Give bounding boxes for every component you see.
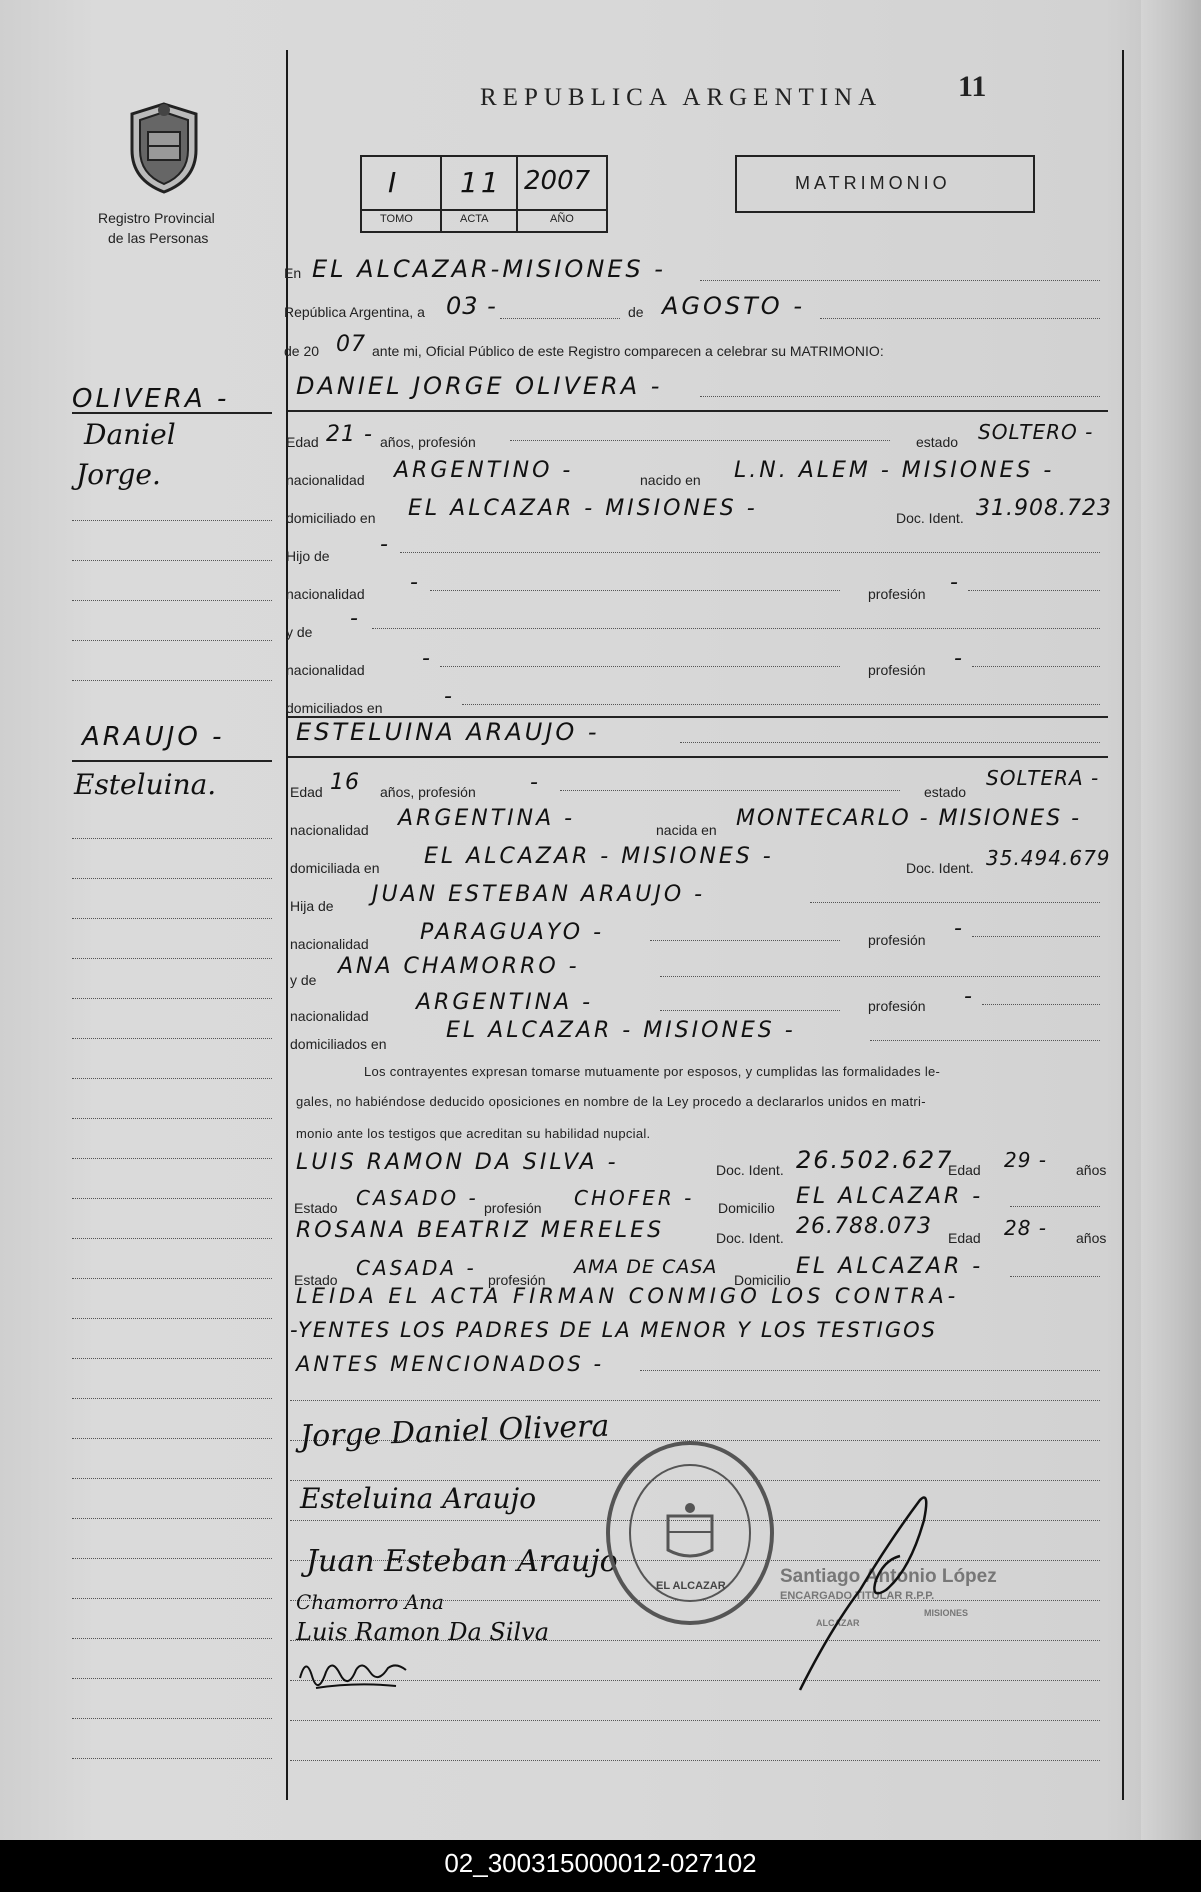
groom-nacido-value: L.N. ALEM - MISIONES -: [734, 458, 1055, 483]
fill-line: [972, 936, 1100, 937]
witness-2-profesion-label: profesión: [488, 1272, 546, 1288]
margin-line: [72, 520, 272, 521]
bride-domiciliada-value: EL ALCAZAR - MISIONES -: [424, 844, 774, 869]
groom-doc-label: Doc. Ident.: [896, 510, 964, 526]
signature-father: Juan Esteban Araujo: [306, 1544, 618, 1579]
fill-line: [972, 666, 1100, 667]
official-place-right: MISIONES: [924, 1608, 969, 1618]
signature-groom: Jorge Daniel Olivera: [299, 1408, 610, 1455]
fill-line: [400, 552, 1100, 553]
margin-line: [72, 560, 272, 561]
margin-line: [72, 958, 272, 959]
ruled-line: [290, 1400, 1100, 1401]
bride-prof1-label: profesión: [868, 932, 926, 948]
margin-divider: [72, 412, 272, 414]
fill-line: [640, 1370, 1100, 1371]
margin-line: [72, 1638, 272, 1639]
witness-2-anos-label: años: [1076, 1230, 1107, 1246]
bride-prof2-value: -: [964, 984, 975, 1009]
groom-prof1-label: profesión: [868, 586, 926, 602]
groom-prof1-value: -: [950, 570, 961, 595]
groom-prof2-value: -: [954, 646, 965, 671]
fill-line: [1010, 1206, 1100, 1207]
signature-mother: Chamorro Ana: [296, 1590, 444, 1614]
official-seal: [602, 1438, 778, 1628]
margin-line: [72, 1598, 272, 1599]
section-divider: [288, 756, 1108, 758]
groom-nacionalidad-label: nacionalidad: [286, 472, 365, 488]
bride-nacionalidad-label: nacionalidad: [290, 822, 369, 838]
witness-2-name: ROSANA BEATRIZ MERELES: [296, 1218, 665, 1243]
margin-line: [72, 838, 272, 839]
closing-line-2: -YENTES LOS PADRES DE LA MENOR Y LOS TESTIGOS: [290, 1318, 937, 1342]
fill-line: [650, 940, 840, 941]
bride-nac2-label: nacionalidad: [290, 1008, 369, 1024]
groom-estado-value: SOLTERO -: [978, 420, 1094, 444]
margin-line: [72, 640, 272, 641]
margin-line: [72, 878, 272, 879]
fill-line: [462, 704, 1100, 705]
fill-line: [440, 666, 840, 667]
closing-line-3: ANTES MENCIONADOS -: [296, 1352, 605, 1376]
witness-1-domicilio-value: EL ALCAZAR -: [796, 1184, 984, 1209]
bride-full-name: ESTELUINA ARAUJO -: [296, 718, 600, 746]
official-place-left: ALCAZAR: [816, 1618, 860, 1628]
fill-line: [560, 790, 900, 791]
witness-1-doc-value: 26.502.627: [796, 1146, 954, 1174]
fill-line: [660, 976, 1100, 977]
margin-line: [72, 1478, 272, 1479]
margin-line: [72, 998, 272, 999]
fill-line: [510, 440, 890, 441]
margin-line: [72, 1518, 272, 1519]
groom-domiciliado-value: EL ALCAZAR - MISIONES -: [408, 496, 758, 521]
margin-line: [72, 1398, 272, 1399]
groom-full-name: DANIEL JORGE OLIVERA -: [296, 372, 663, 400]
margin-line: [72, 1718, 272, 1719]
bride-doc-value: 35.494.679: [986, 846, 1111, 870]
witness-1-estado-label: Estado: [294, 1200, 338, 1216]
groom-yde-label: y de: [286, 624, 313, 640]
bride-nacionalidad-value: ARGENTINA -: [398, 806, 576, 831]
official-name: Santiago Antonio López: [780, 1566, 997, 1587]
fill-line: [700, 396, 1100, 397]
box-divider: [360, 209, 606, 211]
groom-edad-label: Edad: [286, 434, 319, 450]
fill-line: [680, 742, 1100, 743]
fill-line: [870, 1040, 1100, 1041]
witness-2-doc-label: Doc. Ident.: [716, 1230, 784, 1246]
witness-2-profesion-value: AMA DE CASA: [574, 1256, 718, 1278]
groom-domiciliado-label: domiciliado en: [286, 510, 376, 526]
registry-line-1: Registro Provincial: [98, 210, 215, 226]
fill-line: [700, 280, 1100, 281]
margin-line: [72, 680, 272, 681]
witness-2-edad-value: 28 -: [1004, 1216, 1048, 1240]
bride-hija-value: JUAN ESTEBAN ARAUJO -: [372, 882, 706, 907]
fill-line: [968, 590, 1100, 591]
bride-edad-value: 16: [330, 770, 360, 795]
margin-line: [72, 1438, 272, 1439]
rep-label: República Argentina, a: [284, 304, 425, 320]
bride-estado-label: estado: [924, 784, 967, 800]
bride-nac1-value: PARAGUAYO -: [420, 920, 605, 945]
witness-1-edad-value: 29 -: [1004, 1148, 1048, 1172]
fill-line: [982, 1004, 1100, 1005]
seal-center-text: EL ALCAZAR: [656, 1580, 726, 1592]
registry-line-2: de las Personas: [108, 230, 209, 246]
groom-estado-label: estado: [916, 434, 959, 450]
signature-witness: Luis Ramon Da Silva: [296, 1618, 550, 1646]
witness-2-estado-value: CASADA -: [356, 1256, 477, 1280]
fill-line: [660, 1010, 840, 1011]
witness-2-edad-label: Edad: [948, 1230, 981, 1246]
witness-1-edad-label: Edad: [948, 1162, 981, 1178]
intro-text: ante mi, Oficial Público de este Registro comparecen a celebrar su MATRIMONIO:: [372, 343, 884, 359]
margin-groom-name-2: Jorge.: [76, 458, 161, 491]
groom-domiciliados-value: -: [444, 684, 455, 709]
bride-prof2-label: profesión: [868, 998, 926, 1014]
margin-line: [72, 1158, 272, 1159]
page-number: 11: [958, 70, 987, 103]
en-label: En: [284, 265, 302, 281]
witness-1-doc-label: Doc. Ident.: [716, 1162, 784, 1178]
groom-nac1-label: nacionalidad: [286, 586, 365, 602]
coat-of-arms-icon: [118, 100, 210, 196]
witness-1-profesion-value: CHOFER -: [574, 1186, 695, 1210]
bride-nacida-value: MONTECARLO - MISIONES -: [736, 806, 1082, 831]
bride-anos-profesion-label: años, profesión: [380, 784, 476, 800]
witness-2-domicilio-label: Domicilio: [734, 1272, 791, 1288]
day-value: 03 -: [446, 292, 497, 320]
page-title: REPUBLICA ARGENTINA: [480, 84, 883, 111]
bride-domiciliados-value: EL ALCAZAR - MISIONES -: [446, 1018, 796, 1043]
margin-line: [72, 918, 272, 919]
margin-bride-name: Esteluina.: [74, 768, 217, 801]
closing-line-1: LEIDA EL ACTA FIRMAN CONMIGO LOS CONTRA-: [296, 1284, 960, 1308]
bride-estado-value: SOLTERA -: [986, 766, 1100, 790]
margin-line: [72, 1198, 272, 1199]
margin-line: [72, 1558, 272, 1559]
margin-line: [72, 1318, 272, 1319]
margin-bride-surname: ARAUJO -: [82, 722, 225, 752]
right-rule: [1122, 50, 1124, 1800]
margin-line: [72, 600, 272, 601]
bride-yde-label: y de: [290, 972, 317, 988]
page-edge: [1141, 0, 1201, 1840]
fill-line: [810, 902, 1100, 903]
fill-line: [372, 628, 1100, 629]
margin-divider: [72, 760, 272, 762]
bride-nac2-value: ARGENTINA -: [416, 990, 594, 1015]
groom-nac2-value: -: [422, 646, 433, 671]
bride-nacida-label: nacida en: [656, 822, 717, 838]
witness-1-estado-value: CASADO -: [356, 1186, 479, 1210]
ruled-line: [290, 1760, 1100, 1761]
groom-prof2-label: profesión: [868, 662, 926, 678]
groom-doc-value: 31.908.723: [976, 496, 1112, 521]
groom-anos-profesion-label: años, profesión: [380, 434, 476, 450]
margin-groom-surname: OLIVERA -: [72, 384, 230, 414]
year-value: 07: [336, 332, 366, 357]
margin-line: [72, 1758, 272, 1759]
margin-line: [72, 1358, 272, 1359]
official-signature: [790, 1480, 950, 1700]
groom-edad-value: 21 -: [326, 422, 373, 447]
doc-type: MATRIMONIO: [795, 173, 951, 193]
fill-line: [1010, 1276, 1100, 1277]
fill-line: [430, 590, 840, 591]
acta-value: 11: [460, 166, 502, 199]
bride-domiciliada-label: domiciliada en: [290, 860, 380, 876]
groom-nac1-value: -: [410, 570, 421, 595]
month-value: AGOSTO -: [662, 292, 805, 320]
groom-yde-value: -: [350, 606, 361, 631]
de-label: de: [628, 304, 644, 320]
groom-hijo-label: Hijo de: [286, 548, 330, 564]
bride-prof1-value: -: [954, 916, 965, 941]
tomo-label: TOMO: [380, 213, 413, 225]
bride-edad-label: Edad: [290, 784, 323, 800]
witness-2-estado-label: Estado: [294, 1272, 338, 1288]
witness-1-profesion-label: profesión: [484, 1200, 542, 1216]
image-code: 02_300315000012-027102: [444, 1848, 757, 1878]
margin-line: [72, 1678, 272, 1679]
margin-groom-name-1: Daniel: [84, 418, 176, 451]
fill-line: [820, 318, 1100, 319]
margin-line: [72, 1038, 272, 1039]
year-prefix: de 20: [284, 343, 320, 359]
official-title: ENCARGADO TITULAR R.P.P.: [780, 1590, 935, 1602]
signature-bride: Esteluina Araujo: [300, 1482, 537, 1515]
acta-label: ACTA: [460, 213, 489, 225]
anio-label: AÑO: [550, 213, 574, 225]
section-divider: [288, 410, 1108, 412]
bride-domiciliados-label: domiciliados en: [290, 1036, 387, 1052]
statement-line-3: monio ante los testigos que acreditan su habilidad nupcial.: [296, 1126, 651, 1141]
anio-value: 2007: [524, 166, 591, 196]
groom-domiciliados-label: domiciliados en: [286, 700, 383, 716]
bride-profesion-value: -: [530, 770, 541, 795]
bride-doc-label: Doc. Ident.: [906, 860, 974, 876]
witness-1-anos-label: años: [1076, 1162, 1107, 1178]
margin-line: [72, 1238, 272, 1239]
en-value: EL ALCAZAR-MISIONES -: [312, 255, 666, 283]
witness-2-doc-value: 26.788.073: [796, 1214, 932, 1239]
tomo-value: I: [388, 166, 400, 199]
bride-hija-label: Hija de: [290, 898, 334, 914]
fill-line: [500, 318, 620, 319]
groom-nac2-label: nacionalidad: [286, 662, 365, 678]
ruled-line: [290, 1720, 1100, 1721]
margin-line: [72, 1278, 272, 1279]
signature-scribble: [296, 1648, 416, 1698]
witness-1-domicilio-label: Domicilio: [718, 1200, 775, 1216]
bride-yde-value: ANA CHAMORRO -: [338, 954, 580, 979]
groom-hijo-value: -: [380, 532, 391, 557]
bride-nac1-label: nacionalidad: [290, 936, 369, 952]
box-divider: [516, 155, 518, 231]
margin-line: [72, 1118, 272, 1119]
statement-line-2: gales, no habiéndose deducido oposiciones en nombre de la Ley procedo a declararlos unidos en matri-: [296, 1094, 926, 1109]
groom-nacido-label: nacido en: [640, 472, 701, 488]
groom-nacionalidad-value: ARGENTINO -: [394, 458, 574, 483]
witness-1-name: LUIS RAMON DA SILVA -: [296, 1150, 619, 1175]
statement-line-1: Los contrayentes expresan tomarse mutuamente por esposos, y cumplidas las formalidades le-: [364, 1064, 941, 1079]
witness-2-domicilio-value: EL ALCAZAR -: [796, 1254, 984, 1279]
box-divider: [440, 155, 442, 231]
margin-line: [72, 1078, 272, 1079]
